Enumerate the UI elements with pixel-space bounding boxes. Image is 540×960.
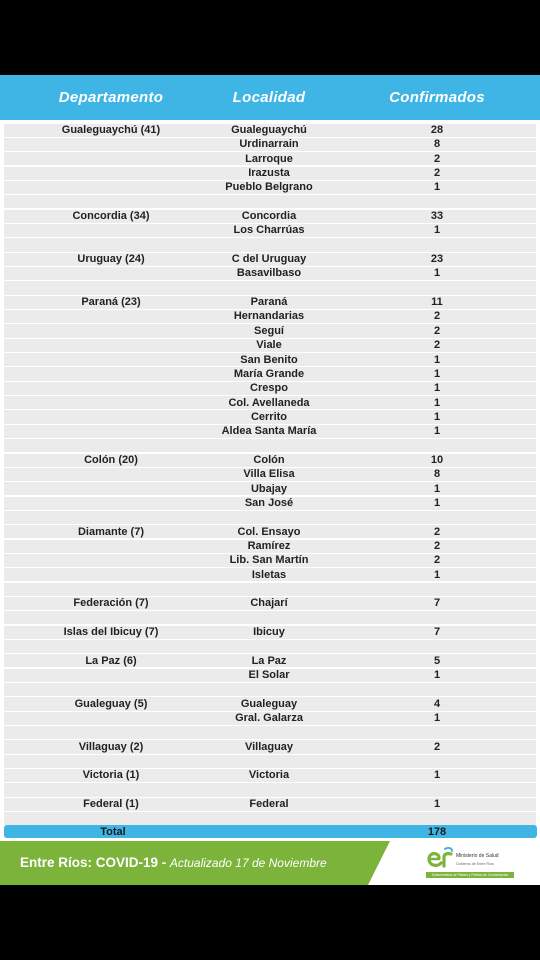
cell-confirmados: 1 [433,496,441,509]
cell-confirmados: 1 [433,568,441,581]
total-row [4,825,537,838]
cell-confirmados: 2 [433,740,441,753]
table-row [0,295,540,309]
table-row [0,754,540,768]
cell-confirmados: 2 [433,152,441,165]
cell-confirmados: 1 [433,382,441,395]
table-row [0,410,540,424]
cell-confirmados: 2 [433,167,441,180]
table-row [0,510,540,524]
table-row [0,639,540,653]
table-row [0,682,540,696]
table-row [0,654,540,668]
row-background [4,755,536,768]
cell-localidad: La Paz [251,654,287,667]
cell-confirmados: 1 [433,669,441,682]
footer-updated: Actualizado 17 de Noviembre [169,856,327,870]
cell-localidad: Larroque [245,152,293,165]
cell-localidad: Ubajay [250,482,288,495]
cell-localidad: El Solar [248,669,290,682]
cell-confirmados: 7 [433,626,441,639]
table-header [0,75,540,120]
table-row [0,625,540,639]
cell-localidad: Paraná [250,296,288,309]
total-label: Total [100,826,126,838]
header-localidad: Localidad [232,89,306,106]
cell-confirmados: 1 [433,769,441,782]
cell-departamento: Concordia (34) [72,210,150,223]
logo-strip: Subsecretaría de Planea y Política de Conformación [426,872,514,878]
total-value: 178 [427,826,447,838]
cell-localidad: Concordia [241,210,297,223]
cell-departamento: Gualeguay (5) [74,697,148,710]
table-row [0,812,540,826]
cell-confirmados: 1 [433,367,441,380]
cell-departamento: Uruguay (24) [77,253,145,266]
cell-localidad: Chajarí [250,597,288,610]
table-row [0,353,540,367]
table-row [0,740,540,754]
table-row [0,180,540,194]
cell-localidad: Seguí [254,324,284,337]
table-row [0,668,540,682]
cell-confirmados: 10 [430,453,444,466]
table-row [0,252,540,266]
cell-localidad: Gualeguay [240,697,298,710]
cell-confirmados: 11 [431,296,443,309]
row-background [4,640,536,653]
table-row [0,281,540,295]
cell-confirmados: 2 [433,539,441,552]
cell-departamento: Diamante (7) [77,525,145,538]
table-row [0,367,540,381]
cell-localidad: Irazusta [248,167,290,180]
table-row [0,324,540,338]
cell-localidad: Federal [249,798,289,811]
cell-localidad: Basavilbaso [236,267,302,280]
row-background [4,281,536,294]
cell-confirmados: 1 [433,224,441,237]
table-row [0,797,540,811]
table-row [0,568,540,582]
table-row [0,152,540,166]
cell-localidad: Viale [256,339,282,352]
table-row [0,195,540,209]
cell-localidad: Cerrito [250,410,288,423]
row-background [4,783,536,796]
table-row [0,725,540,739]
cell-confirmados: 1 [433,425,441,438]
table-row [0,209,540,223]
cell-departamento: Villaguay (2) [78,740,144,753]
cell-departamento: Islas del Ibicuy (7) [63,626,159,639]
cell-confirmados: 23 [430,253,444,266]
table-row [0,396,540,410]
cell-confirmados: 4 [433,697,441,710]
table-row [0,223,540,237]
cell-departamento: Federal (1) [83,798,139,811]
table-row [0,596,540,610]
cell-localidad: Lib. San Martín [229,554,309,567]
cell-confirmados: 2 [433,310,441,323]
row-background [4,195,536,208]
header-departamento: Departamento [58,89,164,106]
cell-localidad: Gualeguaychú [231,124,307,136]
cell-localidad: María Grande [233,367,305,380]
cell-confirmados: 8 [433,138,441,151]
table-row [0,309,540,323]
cell-localidad: San José [244,496,294,509]
cell-localidad: C del Uruguay [231,253,307,266]
cell-confirmados: 1 [433,267,441,280]
cell-confirmados: 1 [433,712,441,725]
table-body [0,123,540,826]
cell-localidad: Villa Elisa [243,468,295,481]
table-row [0,338,540,352]
footer-caption [20,841,327,885]
cell-localidad: San Benito [240,353,298,366]
cell-confirmados: 1 [433,482,441,495]
cell-departamento: Paraná (23) [81,296,141,309]
table-row [0,453,540,467]
cell-confirmados: 2 [433,324,441,337]
table-row [0,553,540,567]
cell-confirmados: 1 [433,798,441,811]
table-row [0,238,540,252]
row-background [4,238,536,251]
cell-localidad: Ibicuy [253,626,285,639]
er-logo-icon [426,847,454,871]
cell-localidad: Gral. Galarza [235,712,303,725]
cell-localidad: Col. Avellaneda [228,396,310,409]
cell-confirmados: 28 [430,124,444,136]
cell-departamento: Victoria (1) [82,769,140,782]
row-background [4,683,536,696]
covid-report-card [0,75,540,885]
table-row [0,266,540,280]
table-row [0,711,540,725]
cell-departamento: Gualeguaychú (41) [61,124,161,136]
table-row [0,611,540,625]
table-row [0,525,540,539]
table-row [0,697,540,711]
row-background [4,611,536,624]
table-row [0,539,540,553]
cell-localidad: Crespo [250,382,288,395]
header-confirmados: Confirmados [389,89,485,106]
cell-confirmados: 1 [433,396,441,409]
row-background [4,439,536,452]
table-row [0,783,540,797]
cell-confirmados: 1 [433,410,441,423]
cell-localidad: Pueblo Belgrano [225,181,313,194]
row-background [4,511,536,524]
row-background [4,583,536,596]
cell-confirmados: 2 [433,554,441,567]
footer-banner [0,841,540,885]
cell-confirmados: 5 [433,654,441,667]
logo-subtitle: Gobierno de Entre Ríos [456,862,494,866]
cell-departamento: Colón (20) [84,453,138,466]
table-row [0,166,540,180]
cell-localidad: Col. Ensayo [237,525,301,538]
ministry-logo [426,847,518,881]
table-row [0,439,540,453]
cell-localidad: Aldea Santa María [221,425,317,438]
cell-localidad: Colón [253,453,285,466]
table-row [0,496,540,510]
cell-localidad: Los Charrúas [233,224,305,237]
cell-confirmados: 1 [433,353,441,366]
cell-confirmados: 33 [430,210,444,223]
row-background [4,812,536,825]
table-row [0,467,540,481]
cell-confirmados: 7 [433,597,441,610]
logo-title: Ministerio de Salud [456,853,499,859]
cell-localidad: Hernandarias [233,310,305,323]
cell-localidad: Villaguay [244,740,294,753]
table-row [0,424,540,438]
footer-title: Entre Ríos: COVID-19 - [20,855,167,870]
cell-departamento: Federación (7) [73,597,149,610]
table-row [0,123,540,137]
table-row [0,137,540,151]
cell-confirmados: 2 [433,525,441,538]
row-background [4,726,536,739]
cell-localidad: Ramírez [247,539,291,552]
table-row [0,482,540,496]
cell-confirmados: 1 [433,181,441,194]
cell-confirmados: 2 [433,339,441,352]
cell-departamento: La Paz (6) [85,654,137,667]
table-row [0,768,540,782]
cell-localidad: Victoria [248,769,290,782]
table-row [0,381,540,395]
cell-localidad: Urdinarrain [239,138,299,151]
table-row [0,582,540,596]
cell-confirmados: 8 [433,468,441,481]
cell-localidad: Isletas [251,568,287,581]
